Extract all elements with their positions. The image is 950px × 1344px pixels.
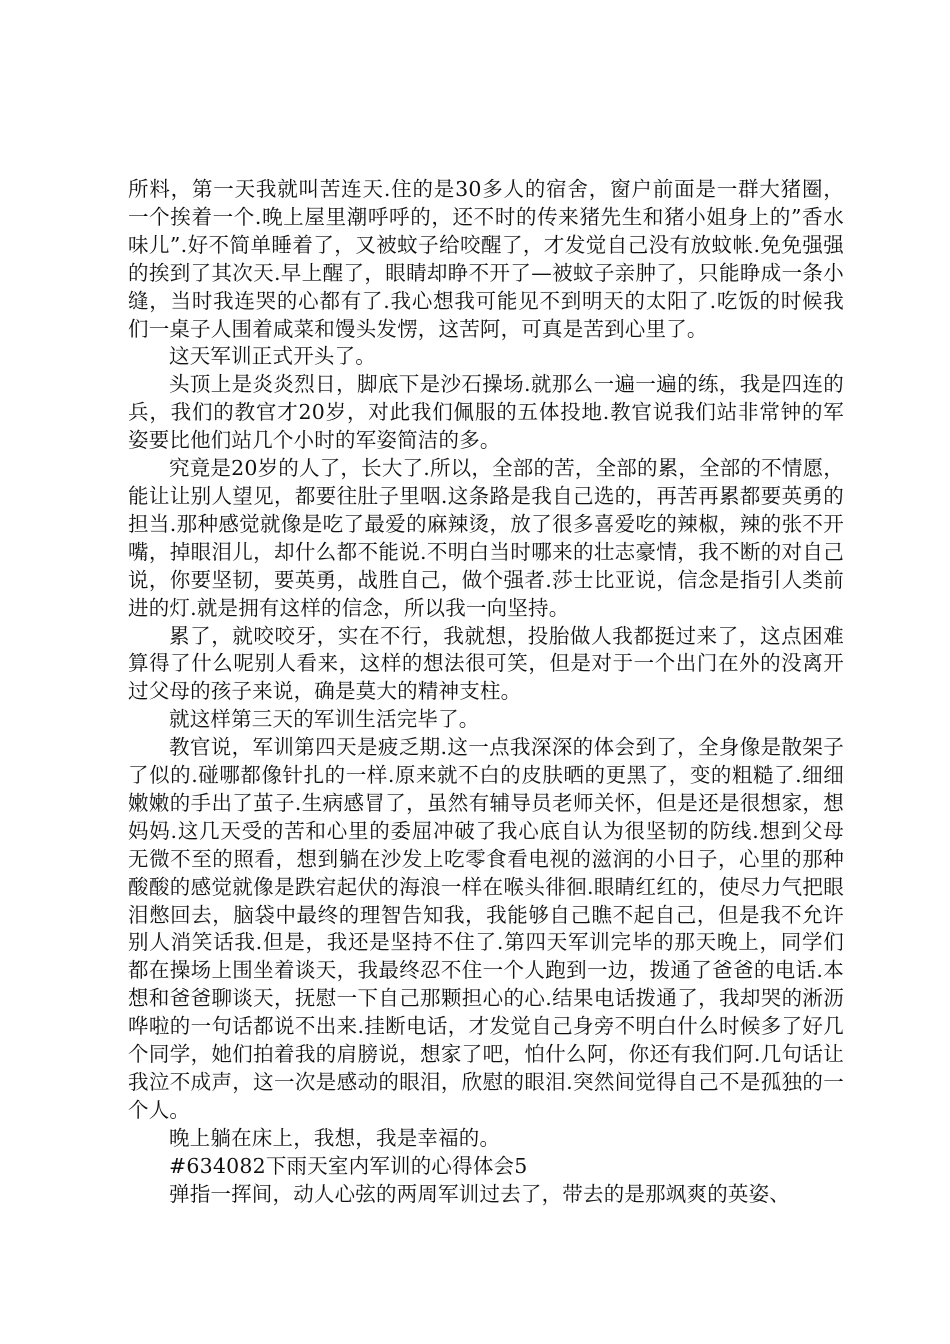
paragraph-7: 教官说，军训第四天是疲乏期.这一点我深深的体会到了，全身像是散架子了似的.碰哪都像针扎的一样.原来就不白的皮肤晒的更黑了，变的粗糙了.细细嫩嫩的手出了茧子.生病感冒了，虽然有辅导员老师关怀，但是还是很想家，想妈妈.这几天受的苦和心里的委屈冲破了我心底自认为很坚韧的防线.想到父母无微不至的照看，想到躺在沙发上吃零食看电视的滋润的小日子，心里的那种酸酸的感觉就像是跌宕起伏的海浪一样在喉头徘徊.眼睛红红的，使尽力气把眼泪憋回去，脑袋中最终的理智告知我，我能够自己瞧不起自己，但是我不允许别人消笑话我.但是，我还是坚持不住了.第四天军训完毕的那天晚上，同学们都在操场上围坐着谈天，我最终忍不住一个人跑到一边，拨通了爸爸的电话.本想和爸爸聊谈天，抚慰一下自己那颗担心的心.结果电话拨通了，我却哭的淅沥哗啦的一句话都说不出来.挂断电话，才发觉自己身旁不明白什么时候多了好几个同学，她们拍着我的肩膀说，想家了吧，怕什么阿，你还有我们阿.几句话让我泣不成声，这一次是感动的眼泪，欣慰的眼泪.突然间觉得自己不是孤独的一个人。 [128, 735, 844, 1122]
paragraph-9: 弹指一挥间，动人心弦的两周军训过去了，带去的是那飒爽的英姿、 [169, 1181, 790, 1206]
section-heading: #634082下雨天室内军训的心得体会5 [169, 1153, 528, 1178]
paragraph-5: 累了，就咬咬牙，实在不行，我就想，投胎做人我都挺过来了，这点困难算得了什么呢别人看来，这样的想法很可笑，但是对于一个出门在外的没离开过父母的孩子来说，确是莫大的精神支柱。 [128, 623, 844, 704]
paragraph-4: 究竟是20岁的人了，长大了.所以，全部的苦，全部的累，全部的不情愿，能让让别人望见，都要往肚子里咽.这条路是我自己选的，再苦再累都要英勇的担当.那种感觉就像是吃了最爱的麻辣烫，放了很多喜爱吃的辣椒，辣的张不开嘴，掉眼泪儿，却什么都不能说.不明白当时哪来的壮志豪情，我不断的对自己说，你要坚韧，要英勇，战胜自己，做个强者.莎士比亚说，信念是指引人类前进的灯.就是拥有这样的信念，所以我一向坚持。 [128, 456, 844, 620]
paragraph-8: 晚上躺在床上，我想，我是幸福的。 [169, 1125, 501, 1150]
paragraph-3: 头顶上是炎炎烈日，脚底下是沙石操场.就那么一遍一遍的练，我是四连的兵，我们的教官才20岁，对此我们佩服的五体投地.教官说我们站非常钟的军姿要比他们站几个小时的军姿简洁的多。 [128, 372, 844, 453]
paragraph-1: 所料，第一天我就叫苦连天.住的是30多人的宿舍，窗户前面是一群大猪圈，一个挨着一个.晚上屋里潮呼呼的，还不时的传来猪先生和猪小姐身上的”香水味儿”.好不简单睡着了，又被蚊子给咬醒了，才发觉自己没有放蚊帐.免免强强的挨到了其次天.早上醒了，眼睛却睁不开了—被蚊子亲肿了，只能睁成一条小缝，当时我连哭的心都有了.我心想我可能见不到明天的太阳了.吃饭的时候我们一桌子人围着咸菜和馒头发愣，这苦阿，可真是苦到心里了。 [128, 177, 844, 341]
document-body [128, 176, 844, 1209]
paragraph-6: 就这样第三天的军训生活完毕了。 [169, 707, 480, 732]
paragraph-2: 这天军训正式开头了。 [169, 344, 376, 369]
